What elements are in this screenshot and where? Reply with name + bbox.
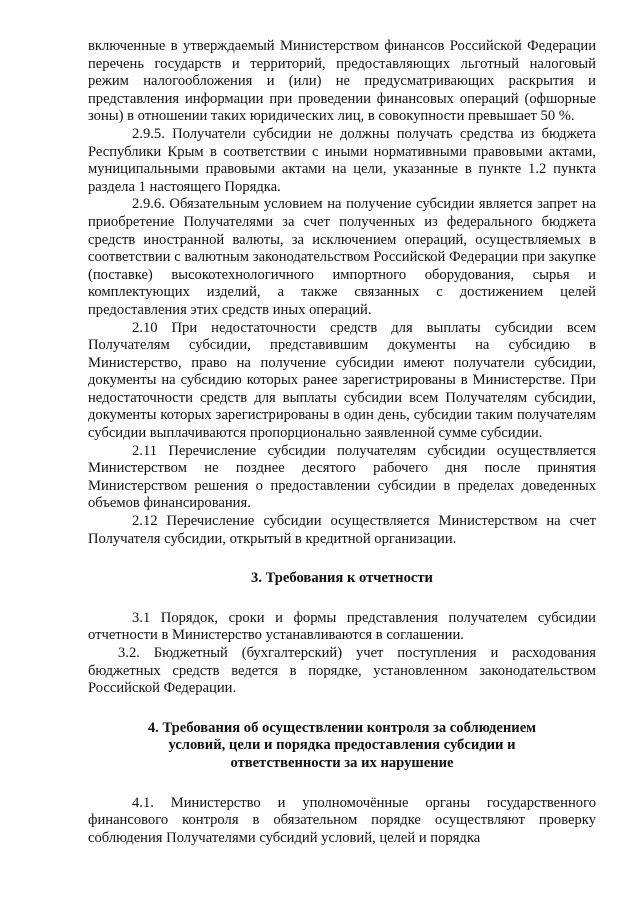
- section-4-heading: [88, 720, 596, 773]
- paragraph-offshore-continuation: включенные в утверждаемый Министерством финансов Российской Федерации перечень государств и территорий, предоставляющих льготный налоговый режим налогообложения и (или) не предусматривающих раскрытия и представления информации при проведении финансовых операций (офшорные зоны) в отношении таких юридических лиц, в совокупности превышает 50 %.: [88, 38, 596, 125]
- paragraph-2-9-5: 2.9.5. Получатели субсидии не должны получать средства из бюджета Республики Крым в соответствии с иными нормативными правовыми актами, муниципальными правовыми актами на цели, указанные в пункте 1.2 пункта раздела 1 настоящего Порядка.: [88, 125, 596, 195]
- paragraph-2-9-6: 2.9.6. Обязательным условием на получение субсидии является запрет на приобретение Получателями за счет полученных из федерального бюджета средств иностранной валюты, за исключением операций, осуществляемых в соответствии с валютным законодательством Российской Федерации при закупке (поставке) высокотехнологичного импортного оборудования, сырья и комплектующих изделий, а также связанных с достижением целей предоставления этих средств иных операций.: [88, 196, 596, 318]
- paragraph-2-12: 2.12 Перечисление субсидии осуществляется Министерством на счет Получателя субсидии, открытый в кредитной организации.: [88, 513, 596, 547]
- paragraph-3-2: 3.2. Бюджетный (бухгалтерский) учет поступления и расходования бюджетных средств ведется в порядке, установленном законодательством Российской Федерации.: [88, 645, 596, 697]
- section-4-heading-line-3: ответственности за их нарушение: [230, 754, 454, 771]
- section-4-heading-line-1: 4. Требования об осуществлении контроля за соблюдением: [147, 719, 537, 736]
- paragraph-2-11: 2.11 Перечисление субсидии получателям субсидии осуществляется Министерством не позднее десятого рабочего дня после принятия Министерством решения о предоставлении субсидии в пределах доведенных объемов финансирования.: [88, 442, 596, 512]
- document-body: [88, 38, 596, 847]
- section-3-heading: 3. Требования к отчетности: [251, 570, 433, 587]
- paragraph-2-10: 2.10 При недостаточности средств для выплаты субсидии всем Получателям субсидии, представившим документы на субсидию в Министерство, право на получение субсидии имеют получатели субсидии, документы на субсидию которых ранее зарегистрированы в Министерстве. При недостаточности средств для выплаты субсидии всем Получателям субсидии, документы которых зарегистрированы в один день, субсидии таким получателям субсидии выплачиваются пропорционально заявленной сумме субсидии.: [88, 319, 596, 442]
- paragraph-4-1: 4.1. Министерство и уполномочённые органы государственного финансового контроля в обязательном порядке осуществляют проверку соблюдения Получателями субсидий условий, целей и порядка: [88, 794, 596, 846]
- section-4-heading-line-2: условий, цели и порядка предоставления субсидии и: [168, 737, 516, 754]
- paragraph-3-1: 3.1 Порядок, сроки и формы представления получателем субсидии отчетности в Министерство устанавливаются в соглашении.: [88, 609, 596, 644]
